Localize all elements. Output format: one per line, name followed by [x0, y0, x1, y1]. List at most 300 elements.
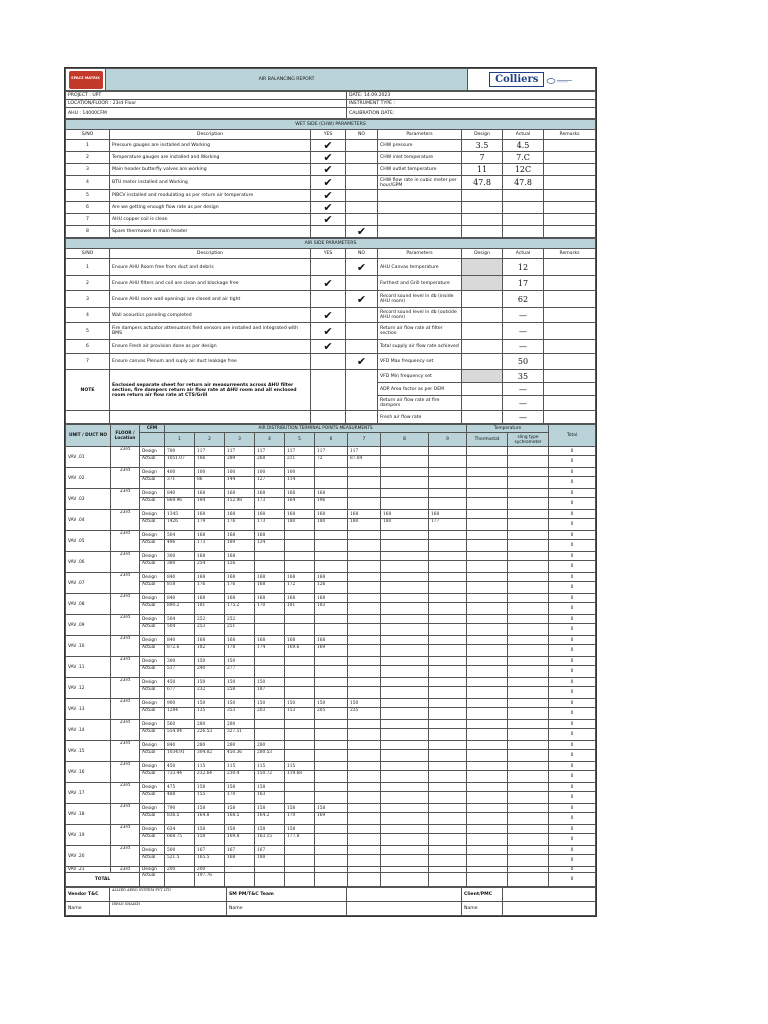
vav-design-cell — [285, 615, 315, 624]
vav-actual-row — [66, 771, 596, 783]
vav-design-cell: 150 — [255, 678, 285, 687]
vav-design-cell — [348, 762, 381, 771]
vav-design-cell — [429, 783, 467, 792]
point-col-9: 9 — [429, 433, 467, 447]
vav-design-cell — [429, 552, 467, 561]
vav-actual-cell: 176 — [195, 582, 225, 594]
vav-actual-cell — [348, 603, 381, 615]
vav-design-cell — [429, 489, 467, 498]
wet-design-value — [462, 226, 503, 238]
vav-design-cell: 168 — [225, 489, 255, 498]
vav-actual-cell: 677 — [165, 687, 195, 699]
vav-design-cell: 168 — [195, 636, 225, 645]
vav-total-design: 0 — [549, 510, 596, 519]
vav-actual-row — [66, 687, 596, 699]
vav-actual-cell: 164 — [285, 498, 315, 510]
air-description: Ensure AHU room wall openings are closed and air tight — [110, 291, 311, 308]
vav-design-row — [66, 594, 596, 603]
vav-total-actual: 0 — [549, 708, 596, 720]
vav-actual-row — [66, 729, 596, 741]
vav-actual-cell — [348, 477, 381, 489]
vendor-company: ALLIED AERO SYSTEM PVT LTD — [110, 888, 227, 902]
vav-actual-cell — [255, 666, 285, 678]
wet-design-value: 47.8 — [462, 176, 503, 190]
vav-actual-cell — [429, 666, 467, 678]
vav-actual-label: Actual — [140, 873, 165, 887]
vav-actual-cell — [381, 666, 429, 678]
vav-design-cell: 840 — [165, 594, 195, 603]
wet-no-check — [346, 164, 378, 176]
vav-design-cell: 168 — [285, 594, 315, 603]
vav-actual-cell: 175.2 — [225, 603, 255, 615]
point-col-6: 6 — [315, 433, 348, 447]
wet-description: Pressure gauges are installed and Working — [110, 140, 311, 152]
vav-actual-row — [66, 498, 596, 510]
vav-design-cell: 280 — [225, 720, 255, 729]
vav-actual-cell: 211 — [285, 456, 315, 468]
vav-actual-row — [66, 456, 596, 468]
wet-row — [66, 140, 596, 152]
vav-actual-cell: 258 — [225, 687, 255, 699]
vav-actual-row — [66, 582, 596, 594]
vav-floor: 23rd — [111, 741, 140, 762]
vav-actual-cell — [348, 873, 381, 887]
wet-row — [66, 226, 596, 238]
vav-design-cell — [381, 531, 429, 540]
vav-actual-cell — [348, 540, 381, 552]
vav-actual-cell — [285, 792, 315, 804]
vav-actual-cell — [315, 750, 348, 762]
vav-design-cell: 200 — [195, 867, 225, 873]
vav-actual-cell — [429, 582, 467, 594]
vav-total-actual: 0 — [549, 750, 596, 762]
vav-design-cell — [429, 699, 467, 708]
air-yes-check — [311, 259, 346, 276]
vav-floor: 23rd — [111, 615, 140, 636]
vav-design-cell: 117 — [315, 447, 348, 456]
vav-actual-row — [66, 666, 596, 678]
vav-actual-cell — [429, 477, 467, 489]
vav-actual-row — [66, 624, 596, 636]
vav-actual-cell: 183 — [315, 603, 348, 615]
vav-design-cell: 300 — [165, 657, 195, 666]
vav-design-cell — [381, 552, 429, 561]
wet-parameter: CHW pressure — [378, 140, 462, 152]
vav-floor: 23rd — [111, 867, 140, 873]
vav-actual-cell: 872.6 — [165, 645, 195, 657]
vav-unit-name: VAV .14 — [66, 720, 111, 741]
vav-floor: 23rd — [111, 720, 140, 741]
air-yes-check: ✔ — [311, 276, 346, 291]
air-extra-row — [66, 411, 596, 424]
vav-design-label: Design — [140, 468, 165, 477]
air-parameter: AHU Canvas temperature — [378, 259, 462, 276]
vav-design-cell: 700 — [165, 447, 195, 456]
vav-actual-cell: 87.84 — [348, 456, 381, 468]
vav-floor: 23rd — [111, 846, 140, 867]
vav-design-cell: 150 — [348, 699, 381, 708]
vav-actual-cell: 184 — [195, 498, 225, 510]
vav-design-cell — [315, 846, 348, 855]
vav-total-actual: 0 — [549, 624, 596, 636]
vav-design-cell — [348, 552, 381, 561]
wet-row — [66, 190, 596, 202]
wet-parameter: CHW outlet temperature — [378, 164, 462, 176]
vav-actual-cell: 180 — [381, 519, 429, 531]
vav-actual-cell: 521.5 — [165, 855, 195, 867]
air-extra-design — [462, 370, 503, 383]
vav-design-cell: 100 — [225, 468, 255, 477]
vav-actual-cell — [225, 873, 255, 887]
vav-design-cell — [381, 804, 429, 813]
vav-design-cell: 117 — [225, 447, 255, 456]
vav-actual-cell — [381, 540, 429, 552]
vav-actual-cell — [348, 645, 381, 657]
vav-design-cell: 150 — [225, 699, 255, 708]
wet-row — [66, 214, 596, 226]
vav-actual-cell — [381, 771, 429, 783]
air-row — [66, 259, 596, 276]
vav-design-cell — [429, 741, 467, 750]
distribution-table — [65, 424, 596, 887]
col-total: Total — [549, 425, 596, 447]
vav-design-cell — [381, 594, 429, 603]
col-remarks: Remarks — [544, 130, 596, 140]
vav-design-row — [66, 573, 596, 582]
vav-design-label: Design — [140, 825, 165, 834]
vav-total-actual: 0 — [549, 645, 596, 657]
vav-design-label: Design — [140, 573, 165, 582]
vav-actual-cell: 187 — [255, 687, 285, 699]
vav-design-row — [66, 636, 596, 645]
vav-actual-cell — [315, 792, 348, 804]
wet-sno: 7 — [66, 214, 110, 226]
wet-yes-check: ✔ — [311, 152, 346, 164]
air-yes-check: ✔ — [311, 323, 346, 340]
air-extra-actual: — — [503, 383, 544, 396]
vav-design-cell: 158 — [195, 783, 225, 792]
vav-actual-cell: 371 — [165, 477, 195, 489]
vav-design-cell: 504 — [165, 531, 195, 540]
vav-design-cell — [429, 825, 467, 834]
vav-design-cell: 200 — [165, 867, 195, 873]
vav-unit-name: VAV .20 — [66, 846, 111, 867]
vav-actual-cell — [285, 540, 315, 552]
vav-unit-name: VAV .21 — [66, 867, 111, 873]
wet-design-value: 3.5 — [462, 140, 503, 152]
vav-design-cell — [381, 825, 429, 834]
col-design: Design — [462, 130, 503, 140]
air-design-value — [462, 354, 503, 370]
vav-actual-cell: 178 — [225, 645, 255, 657]
wet-parameter — [378, 226, 462, 238]
vav-design-cell — [315, 468, 348, 477]
air-description: Ensure Fresh air provision done as per design — [110, 340, 311, 354]
vav-actual-cell: 1426 — [165, 519, 195, 531]
vav-design-cell — [348, 615, 381, 624]
vav-actual-row — [66, 540, 596, 552]
wet-sno: 5 — [66, 190, 110, 202]
vav-actual-cell: 180 — [348, 519, 381, 531]
vav-design-cell — [381, 573, 429, 582]
vav-design-cell — [429, 636, 467, 645]
vav-actual-cell: 277 — [225, 666, 255, 678]
vav-actual-cell: 127 — [255, 477, 285, 489]
vav-unit-name: VAV .07 — [66, 573, 111, 594]
col-sling-psychrometer: sling type sychrometer — [508, 433, 549, 447]
vav-total-actual: 0 — [549, 582, 596, 594]
vav-design-cell — [348, 657, 381, 666]
vav-design-cell: 168 — [225, 531, 255, 540]
vav-design-cell: 100 — [285, 468, 315, 477]
vav-design-cell: 168 — [315, 510, 348, 519]
vav-design-cell — [381, 447, 429, 456]
vav-actual-cell: 170 — [225, 792, 255, 804]
col-sno: S/NO — [66, 130, 110, 140]
vav-actual-cell: 176 — [225, 582, 255, 594]
vav-design-cell — [285, 531, 315, 540]
air-col-design: Design — [462, 249, 503, 259]
vav-floor: 23rd — [111, 762, 140, 783]
vav-total-actual: 0 — [549, 873, 596, 887]
vav-design-cell — [381, 720, 429, 729]
vav-design-cell — [255, 720, 285, 729]
vav-actual-label: Actual — [140, 498, 165, 510]
vav-total-design: 0 — [549, 741, 596, 750]
vav-total-design: 0 — [549, 804, 596, 813]
vav-design-cell: 1345 — [165, 510, 195, 519]
vav-design-cell: 168 — [195, 531, 225, 540]
vav-actual-label: Actual — [140, 813, 165, 825]
vav-actual-label: Actual — [140, 645, 165, 657]
vav-design-cell: 168 — [255, 510, 285, 519]
vav-actual-cell — [285, 624, 315, 636]
wet-side-table — [65, 119, 596, 238]
air-remarks — [544, 259, 596, 276]
air-extra-row — [66, 370, 596, 383]
vav-total-design: 0 — [549, 699, 596, 708]
vav-floor: 23rd — [111, 552, 140, 573]
wet-yes-check: ✔ — [311, 214, 346, 226]
vav-actual-cell — [381, 813, 429, 825]
vav-actual-cell — [381, 624, 429, 636]
vav-unit-name: VAV .09 — [66, 615, 111, 636]
vav-design-row — [66, 657, 596, 666]
vav-design-cell — [429, 720, 467, 729]
vav-design-label: Design — [140, 720, 165, 729]
vav-actual-cell: 163 — [255, 792, 285, 804]
vav-total-actual: 0 — [549, 477, 596, 489]
vav-design-label: Design — [140, 846, 165, 855]
air-yes-check: ✔ — [311, 308, 346, 323]
vav-actual-label: Actual — [140, 855, 165, 867]
vav-actual-cell — [255, 873, 285, 887]
air-parameter: VFD Max frequency set — [378, 354, 462, 370]
vav-design-cell: 252 — [195, 615, 225, 624]
vav-floor: 23rd — [111, 468, 140, 489]
vav-actual-cell — [348, 624, 381, 636]
vav-floor: 23rd — [111, 510, 140, 531]
air-design-value — [462, 308, 503, 323]
wet-parameter — [378, 202, 462, 214]
vav-design-cell: 450 — [165, 678, 195, 687]
wet-actual-value — [503, 226, 544, 238]
vav-actual-cell: 173 — [255, 498, 285, 510]
vav-actual-cell: 169 — [315, 645, 348, 657]
ahu-label: AHU : 14000CFM — [66, 108, 347, 119]
vav-design-row — [66, 720, 596, 729]
vav-actual-row — [66, 834, 596, 846]
vav-design-label: Design — [140, 531, 165, 540]
air-row — [66, 354, 596, 370]
vav-actual-cell — [429, 855, 467, 867]
report-title: AIR BALANCING REPORT — [106, 69, 468, 91]
wet-remarks — [544, 152, 596, 164]
wet-parameter: CHW inlet temperature — [378, 152, 462, 164]
vav-actual-cell — [348, 792, 381, 804]
vav-design-cell: 168 — [195, 489, 225, 498]
vav-floor: 23rd — [111, 825, 140, 846]
vav-actual-cell — [381, 708, 429, 720]
vav-actual-cell: 836.5 — [165, 813, 195, 825]
wet-description: Spare thermowel in main header — [110, 226, 311, 238]
vav-actual-cell — [348, 834, 381, 846]
vav-design-cell: 115 — [225, 762, 255, 771]
vav-actual-cell — [429, 645, 467, 657]
vav-total-actual: 0 — [549, 540, 596, 552]
vav-design-cell — [429, 657, 467, 666]
air-col-description: Description — [110, 249, 311, 259]
vav-unit-name: VAV .08 — [66, 594, 111, 615]
air-remarks — [544, 276, 596, 291]
air-extra-parameter: Return air flow rate at fire dampers — [378, 396, 462, 411]
vav-design-cell — [429, 531, 467, 540]
wet-design-value — [462, 202, 503, 214]
total-label: TOTAL — [66, 873, 140, 887]
vav-actual-cell — [255, 624, 285, 636]
vav-design-cell: 158 — [195, 825, 225, 834]
vav-total-design: 0 — [549, 762, 596, 771]
vav-actual-cell: 170 — [255, 603, 285, 615]
air-description: Fire dampers actuator attenuators field sensors are installed and integrated with BMS — [110, 323, 311, 340]
vav-actual-cell: 188 — [255, 855, 285, 867]
vav-floor: 23rd — [111, 447, 140, 468]
vav-actual-cell: 268 — [255, 456, 285, 468]
vav-actual-cell: 170 — [285, 813, 315, 825]
vav-actual-cell: 166 — [195, 456, 225, 468]
vav-actual-label: Actual — [140, 477, 165, 489]
vav-design-cell: 100 — [195, 468, 225, 477]
vav-unit-name: VAV .15 — [66, 741, 111, 762]
vav-design-cell: 168 — [195, 552, 225, 561]
vav-design-cell: 168 — [429, 510, 467, 519]
vav-design-cell: 150 — [195, 678, 225, 687]
vav-design-cell: 280 — [195, 720, 225, 729]
vav-actual-cell — [429, 813, 467, 825]
vav-unit-name: VAV .05 — [66, 531, 111, 552]
vav-actual-row — [66, 603, 596, 615]
vav-design-cell: 158 — [285, 804, 315, 813]
vav-design-cell — [381, 468, 429, 477]
vav-actual-cell: 869.96 — [165, 498, 195, 510]
vav-design-cell — [348, 825, 381, 834]
name-label-1: Name — [66, 902, 110, 916]
vav-unit-name: VAV .02 — [66, 468, 111, 489]
vav-actual-cell: 380 — [165, 561, 195, 573]
air-extra-remarks — [544, 411, 596, 424]
vav-actual-cell: 114 — [285, 477, 315, 489]
wet-yes-check: ✔ — [311, 164, 346, 176]
vav-floor: 23rd — [111, 783, 140, 804]
vav-design-cell: 168 — [255, 636, 285, 645]
vav-total-actual: 0 — [549, 813, 596, 825]
vendor-label: Vendor T&C — [66, 888, 110, 902]
air-design-value — [462, 323, 503, 340]
vav-actual-cell: 169 — [315, 813, 348, 825]
air-description: Ensure AHU Room free from duct and debris — [110, 259, 311, 276]
vav-design-cell — [315, 615, 348, 624]
vav-actual-label: Actual — [140, 666, 165, 678]
vav-actual-cell — [315, 687, 348, 699]
vav-total-design: 0 — [549, 489, 596, 498]
vav-actual-cell — [381, 687, 429, 699]
vav-actual-cell — [381, 477, 429, 489]
vav-design-label: Design — [140, 678, 165, 687]
vav-actual-cell: 134 — [255, 540, 285, 552]
vav-design-cell: 158 — [195, 804, 225, 813]
vav-actual-cell: 232 — [195, 687, 225, 699]
vav-design-cell — [285, 678, 315, 687]
vav-actual-cell — [285, 750, 315, 762]
vav-actual-cell — [315, 855, 348, 867]
vav-unit-name: VAV .19 — [66, 825, 111, 846]
wet-row — [66, 176, 596, 190]
vav-actual-cell — [381, 834, 429, 846]
vav-actual-cell: 450.36 — [225, 750, 255, 762]
vav-design-cell — [315, 657, 348, 666]
vav-design-cell: 168 — [225, 552, 255, 561]
vav-actual-cell — [381, 645, 429, 657]
vav-actual-cell: 327.51 — [225, 729, 255, 741]
vav-design-cell: 158 — [225, 783, 255, 792]
vav-design-cell: 840 — [165, 741, 195, 750]
vav-design-row — [66, 615, 596, 624]
vav-actual-cell: 126 — [315, 582, 348, 594]
air-extra-remarks — [544, 396, 596, 411]
vav-actual-cell: 177 — [429, 519, 467, 531]
vav-actual-label: Actual — [140, 582, 165, 594]
vav-actual-cell: 488 — [165, 792, 195, 804]
vav-actual-cell: 165.5 — [195, 855, 225, 867]
vav-design-row — [66, 468, 596, 477]
wet-actual-value — [503, 190, 544, 202]
vav-actual-label: Actual — [140, 708, 165, 720]
vav-design-cell: 168 — [195, 594, 225, 603]
vav-design-cell: 168 — [255, 573, 285, 582]
air-yes-check — [311, 354, 346, 370]
vav-design-label: Design — [140, 636, 165, 645]
air-extra-parameter: VFD Min frequency set — [378, 370, 462, 383]
vav-total-design: 0 — [549, 867, 596, 873]
vav-actual-cell — [429, 792, 467, 804]
vav-design-cell: 150 — [225, 657, 255, 666]
vav-actual-cell — [348, 687, 381, 699]
vav-design-label: Design — [140, 699, 165, 708]
vav-actual-label: Actual — [140, 729, 165, 741]
vav-unit-name: VAV .13 — [66, 699, 111, 720]
vav-actual-cell — [285, 729, 315, 741]
space-matrix-logo: SPACE MATRIX — [69, 71, 103, 89]
